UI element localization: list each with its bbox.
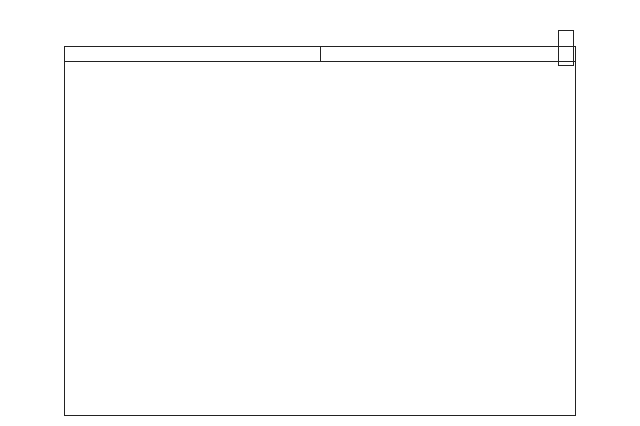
merit-column-header	[65, 47, 321, 61]
header-divider	[65, 61, 575, 62]
demerit-column-header	[321, 47, 575, 61]
comparison-table	[64, 46, 576, 416]
